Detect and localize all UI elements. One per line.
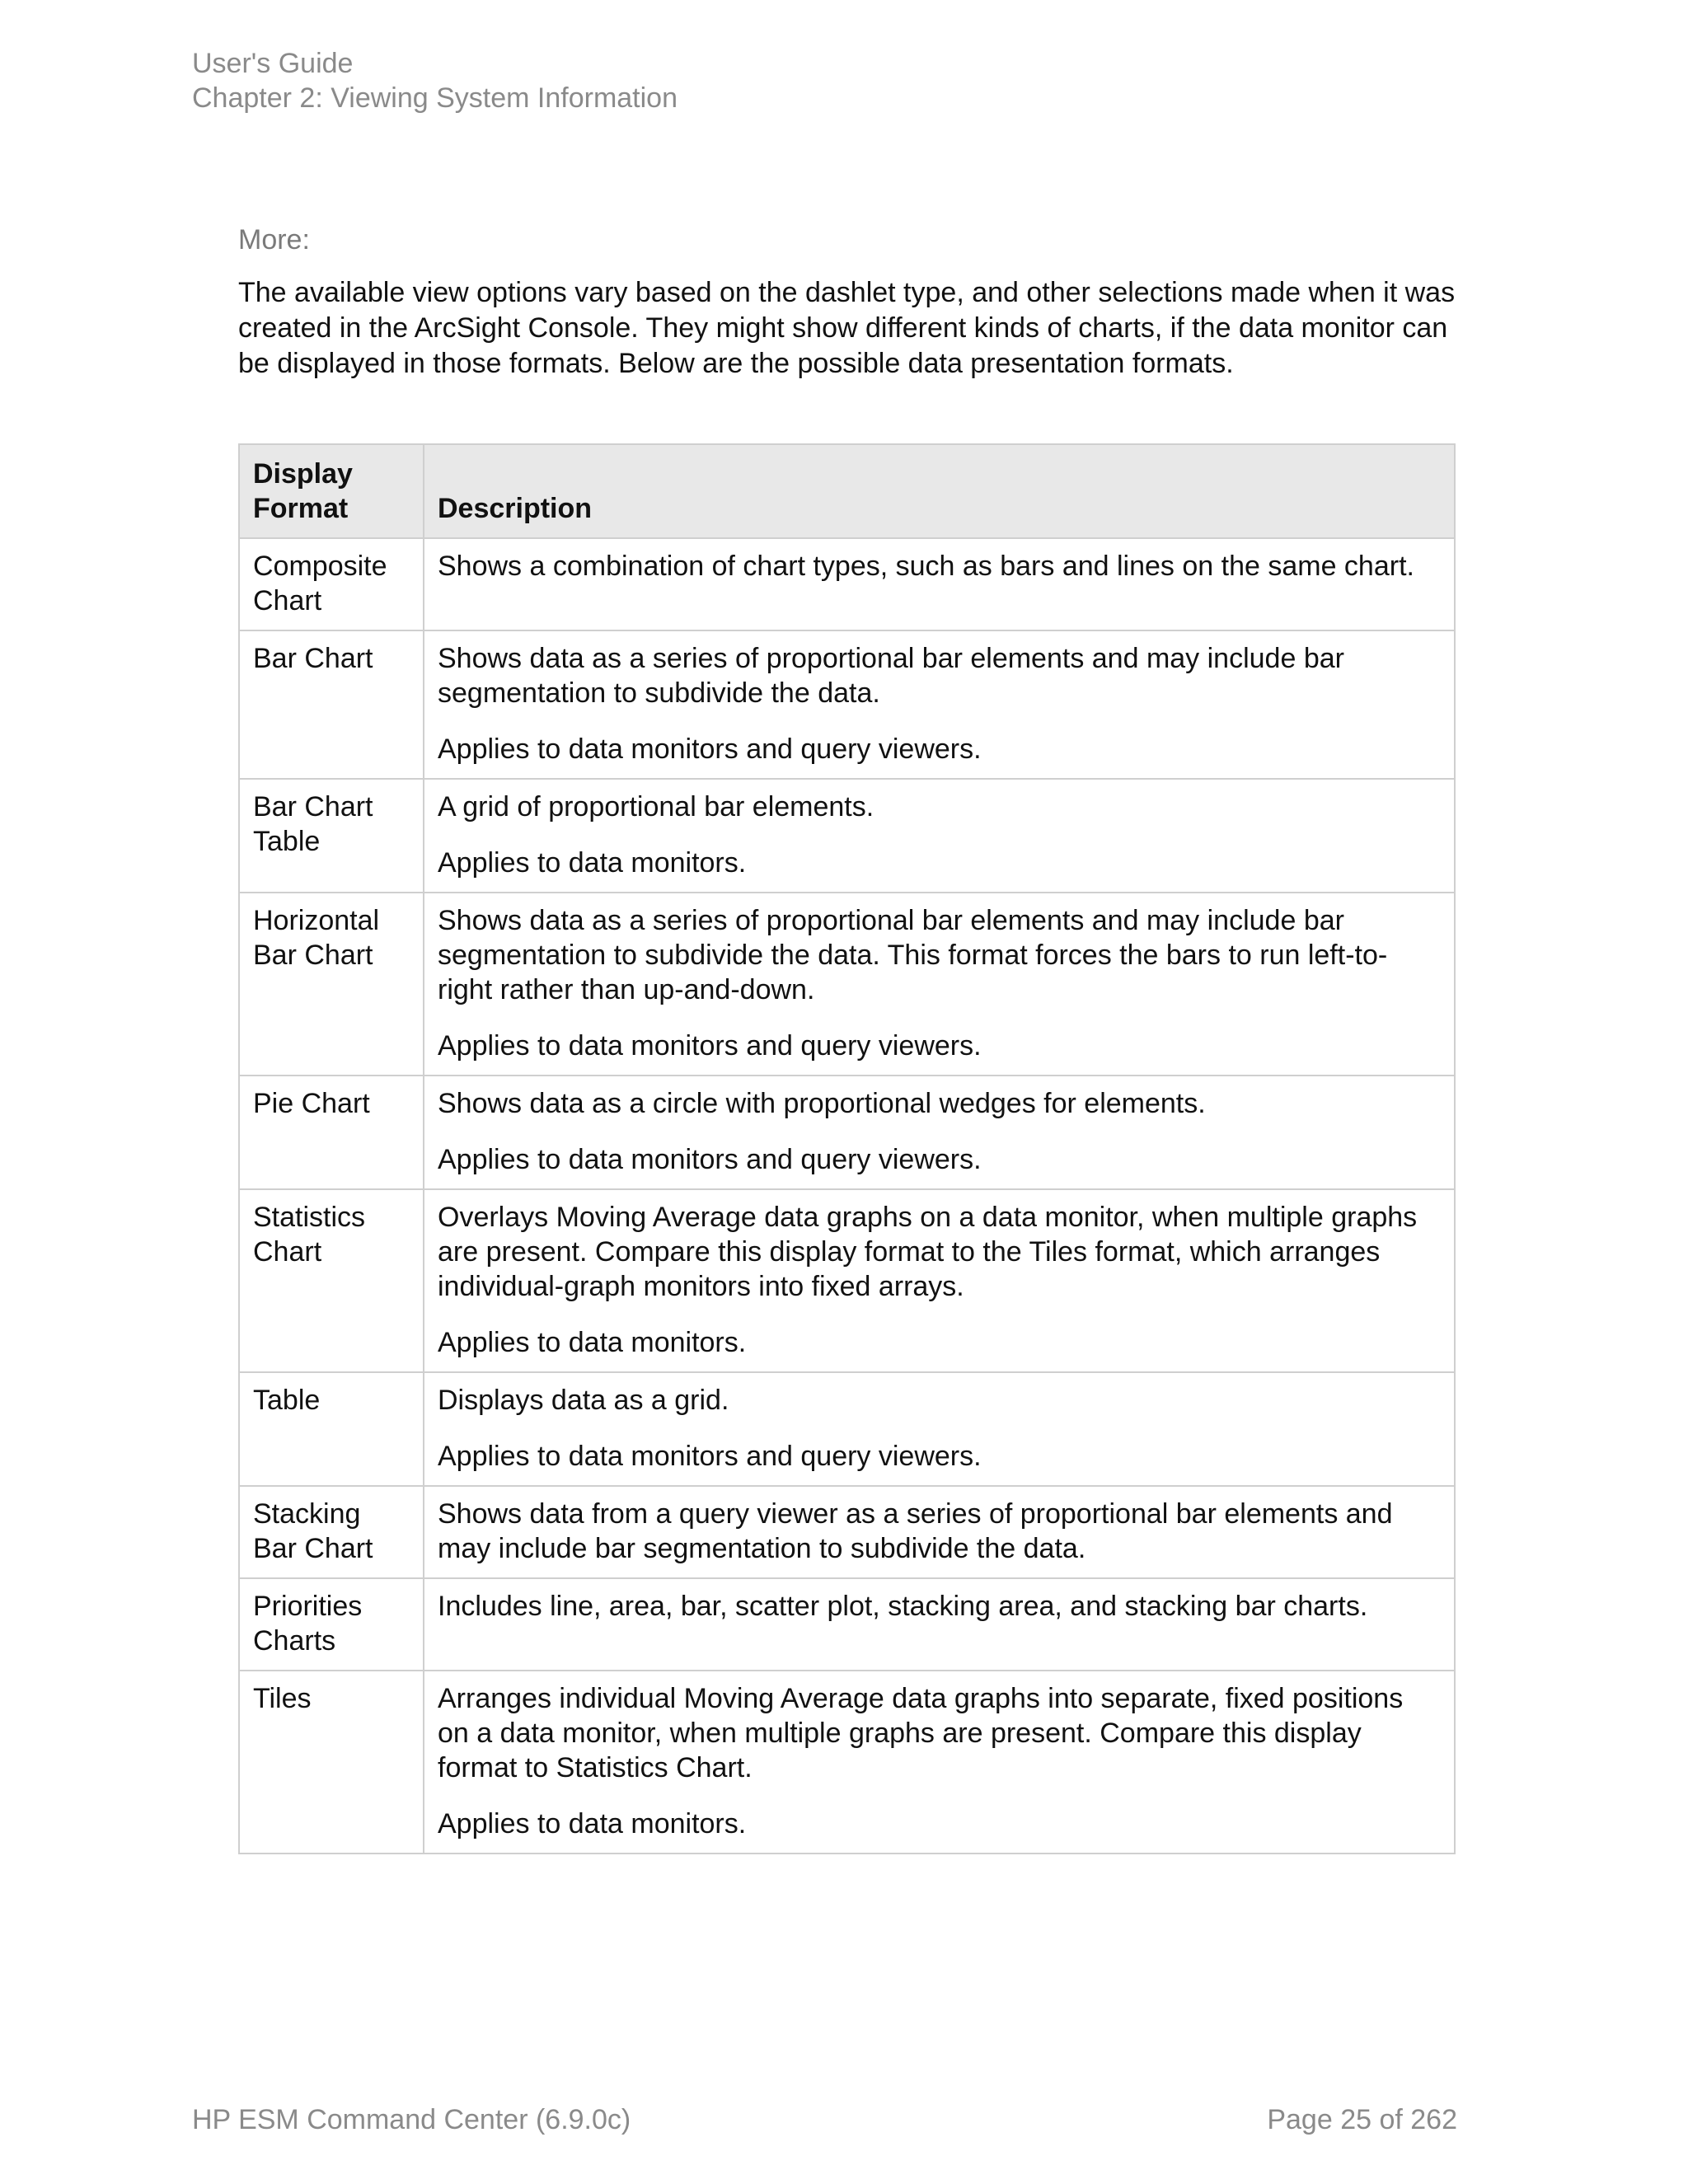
format-description-cell — [424, 630, 1455, 779]
format-name-cell: Statistics Chart — [239, 1189, 424, 1372]
format-name-cell: Priorities Charts — [239, 1578, 424, 1671]
footer-page-number: Page 25 of 262 — [1267, 2104, 1457, 2135]
table-row — [239, 1372, 1455, 1486]
table-row — [239, 1671, 1455, 1854]
chapter-title: Chapter 2: Viewing System Information — [192, 82, 678, 114]
table-row — [239, 630, 1455, 779]
format-applies-to: Applies to data monitors and query viewers. — [438, 1144, 982, 1175]
format-name-cell: Pie Chart — [239, 1076, 424, 1189]
table-row — [239, 893, 1455, 1076]
format-description: Arranges individual Moving Average data graphs into separate, fixed positions on a data monitor, when multiple graphs are present. Compare this display format to Statistics Chart. — [438, 1683, 1404, 1783]
format-description: Includes line, area, bar, scatter plot, stacking area, and stacking bar charts. — [438, 1591, 1368, 1622]
format-description: Shows data as a circle with proportional wedges for elements. — [438, 1088, 1206, 1119]
table-row — [239, 1486, 1455, 1578]
format-name-cell: Tiles — [239, 1671, 424, 1854]
format-applies-to: Applies to data monitors. — [438, 1808, 747, 1840]
format-name-cell: Bar Chart Table — [239, 779, 424, 893]
format-description-cell — [424, 1372, 1455, 1486]
format-applies-to: Applies to data monitors and query viewers. — [438, 1441, 982, 1472]
table-row — [239, 1578, 1455, 1671]
table-row — [239, 538, 1455, 630]
footer-product: HP ESM Command Center (6.9.0c) — [192, 2104, 631, 2135]
format-name-cell: Bar Chart — [239, 630, 424, 779]
format-description: Shows a combination of chart types, such as bars and lines on the same chart. — [438, 551, 1414, 582]
format-description-cell — [424, 779, 1455, 893]
display-format-table — [238, 443, 1456, 1854]
table-row — [239, 1189, 1455, 1372]
intro-paragraph: The available view options vary based on the dashlet type, and other selections made when it was created in the ArcSight Console. They might show different kinds of charts, if the data monitor can be displayed in those formats. Below are the possible data presentation formats. — [238, 277, 1456, 379]
format-description-cell — [424, 1486, 1455, 1578]
format-description: Displays data as a grid. — [438, 1385, 729, 1416]
guide-title: User's Guide — [192, 48, 354, 79]
format-name-cell: Composite Chart — [239, 538, 424, 630]
table-header-row — [239, 444, 1455, 538]
format-description-cell — [424, 538, 1455, 630]
header-description: Description — [424, 444, 1455, 538]
format-description-cell — [424, 1671, 1455, 1854]
table-row — [239, 779, 1455, 893]
format-description-cell — [424, 1189, 1455, 1372]
format-description: Shows data from a query viewer as a series of proportional bar elements and may include bar segmentation to subdivide the data. — [438, 1498, 1393, 1564]
more-label: More: — [238, 224, 310, 255]
format-applies-to: Applies to data monitors and query viewers. — [438, 733, 982, 765]
running-header — [192, 46, 678, 115]
format-description: Shows data as a series of proportional bar elements and may include bar segmentation to subdivide the data. — [438, 643, 1344, 709]
format-description-cell — [424, 1076, 1455, 1189]
table-row — [239, 1076, 1455, 1189]
format-applies-to: Applies to data monitors. — [438, 847, 747, 879]
format-name-cell: Stacking Bar Chart — [239, 1486, 424, 1578]
table-body — [239, 538, 1455, 1854]
format-description-cell — [424, 1578, 1455, 1671]
format-description-cell — [424, 893, 1455, 1076]
format-name-cell: Table — [239, 1372, 424, 1486]
format-description: Shows data as a series of proportional bar elements and may include bar segmentation to subdivide the data. This format forces the bars to run left-to-right rather than up-and-down. — [438, 905, 1388, 1005]
header-display-format: Display Format — [239, 444, 424, 538]
format-description: Overlays Moving Average data graphs on a data monitor, when multiple graphs are present. Compare this display format to the Tiles format, which arranges individual-graph monitors into fixed arrays. — [438, 1202, 1418, 1302]
format-description: A grid of proportional bar elements. — [438, 791, 874, 823]
format-name-cell: Horizontal Bar Chart — [239, 893, 424, 1076]
section-body — [238, 223, 1458, 382]
format-applies-to: Applies to data monitors and query viewers. — [438, 1030, 982, 1062]
format-applies-to: Applies to data monitors. — [438, 1327, 747, 1358]
